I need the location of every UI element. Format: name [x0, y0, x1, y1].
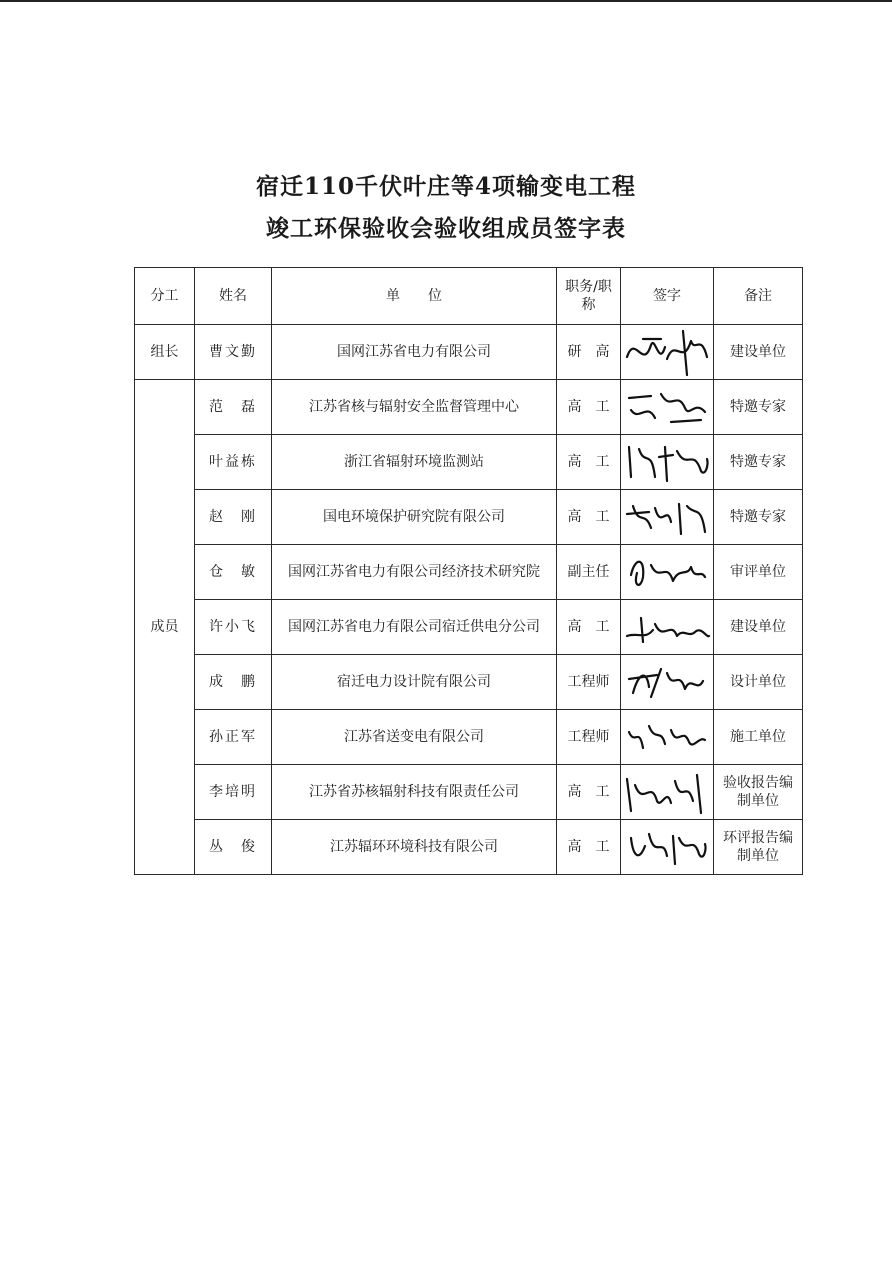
- handwritten-signature-icon: [621, 822, 713, 872]
- table-header-row: [135, 268, 803, 325]
- name-cell: 叶益栋: [195, 435, 272, 490]
- table-row: [135, 380, 803, 435]
- remark-cell: 建设单位: [714, 600, 803, 655]
- table-row: [135, 820, 803, 875]
- signature-cell: [621, 600, 714, 655]
- signature-cell: [621, 765, 714, 820]
- name-cell: 李培明: [195, 765, 272, 820]
- unit-cell: 江苏辐环环境科技有限公司: [272, 820, 557, 875]
- unit-cell: 国网江苏省电力有限公司: [272, 325, 557, 380]
- remark-cell: 特邀专家: [714, 435, 803, 490]
- header-remark: 备注: [714, 268, 803, 325]
- title-cell: 副主任: [557, 545, 621, 600]
- unit-cell: 江苏省送变电有限公司: [272, 710, 557, 765]
- table-row: [135, 710, 803, 765]
- title-cell: 工程师: [557, 655, 621, 710]
- name-cell: 孙正军: [195, 710, 272, 765]
- name-cell: 赵 刚: [195, 490, 272, 545]
- unit-cell: 国网江苏省电力有限公司经济技术研究院: [272, 545, 557, 600]
- header-name: 姓名: [195, 268, 272, 325]
- remark-cell: 建设单位: [714, 325, 803, 380]
- title-cell: 高 工: [557, 490, 621, 545]
- header-signature: 签字: [621, 268, 714, 325]
- title-cell: 高 工: [557, 435, 621, 490]
- signature-cell: [621, 820, 714, 875]
- signature-cell: [621, 490, 714, 545]
- handwritten-signature-icon: [621, 712, 713, 762]
- handwritten-signature-icon: [621, 547, 713, 597]
- name-cell: 丛 俊: [195, 820, 272, 875]
- remark-cell: 施工单位: [714, 710, 803, 765]
- handwritten-signature-icon: [621, 327, 713, 377]
- remark-cell: 特邀专家: [714, 380, 803, 435]
- top-border-line: [0, 0, 892, 2]
- unit-cell: 宿迁电力设计院有限公司: [272, 655, 557, 710]
- handwritten-signature-icon: [621, 492, 713, 542]
- table-row: [135, 600, 803, 655]
- unit-cell: 浙江省辐射环境监测站: [272, 435, 557, 490]
- header-unit: 单 位: [272, 268, 557, 325]
- table-row: [135, 490, 803, 545]
- title-cell: 研 高: [557, 325, 621, 380]
- title-cell: 工程师: [557, 710, 621, 765]
- remark-cell: 审评单位: [714, 545, 803, 600]
- signature-cell: [621, 545, 714, 600]
- document-title-line-1: 宿迁110千伏叶庄等4项输变电工程: [255, 173, 636, 200]
- signature-cell: [621, 655, 714, 710]
- handwritten-signature-icon: [621, 602, 713, 652]
- signature-cell: [621, 380, 714, 435]
- title-cell: 高 工: [557, 380, 621, 435]
- table-row: [135, 435, 803, 490]
- signature-cell: [621, 710, 714, 765]
- handwritten-signature-icon: [621, 657, 713, 707]
- header-title: 职务/职称: [557, 268, 621, 325]
- table-row: [135, 545, 803, 600]
- unit-cell: 江苏省苏核辐射科技有限责任公司: [272, 765, 557, 820]
- handwritten-signature-icon: [621, 767, 713, 817]
- signature-cell: [621, 325, 714, 380]
- unit-cell: 江苏省核与辐射安全监督管理中心: [272, 380, 557, 435]
- signature-cell: [621, 435, 714, 490]
- name-cell: 仓 敏: [195, 545, 272, 600]
- remark-cell: 验收报告编制单位: [714, 765, 803, 820]
- handwritten-signature-icon: [621, 382, 713, 432]
- name-cell: 许小飞: [195, 600, 272, 655]
- header-role: 分工: [135, 268, 195, 325]
- name-cell: 范 磊: [195, 380, 272, 435]
- title-cell: 高 工: [557, 820, 621, 875]
- role-cell-leader: 组长: [135, 325, 195, 380]
- title-cell: 高 工: [557, 600, 621, 655]
- title-cell: 高 工: [557, 765, 621, 820]
- table-row: [135, 325, 803, 380]
- handwritten-signature-icon: [621, 437, 713, 487]
- name-cell: 成 鹏: [195, 655, 272, 710]
- document-title-line-2: 竣工环保验收会验收组成员签字表: [266, 215, 626, 242]
- table-row: [135, 765, 803, 820]
- unit-cell: 国电环境保护研究院有限公司: [272, 490, 557, 545]
- unit-cell: 国网江苏省电力有限公司宿迁供电分公司: [272, 600, 557, 655]
- name-cell: 曹文勤: [195, 325, 272, 380]
- remark-cell: 设计单位: [714, 655, 803, 710]
- table-row: [135, 655, 803, 710]
- role-cell-member: 成员: [135, 380, 195, 875]
- signature-table: [134, 267, 803, 875]
- remark-cell: 特邀专家: [714, 490, 803, 545]
- remark-cell: 环评报告编制单位: [714, 820, 803, 875]
